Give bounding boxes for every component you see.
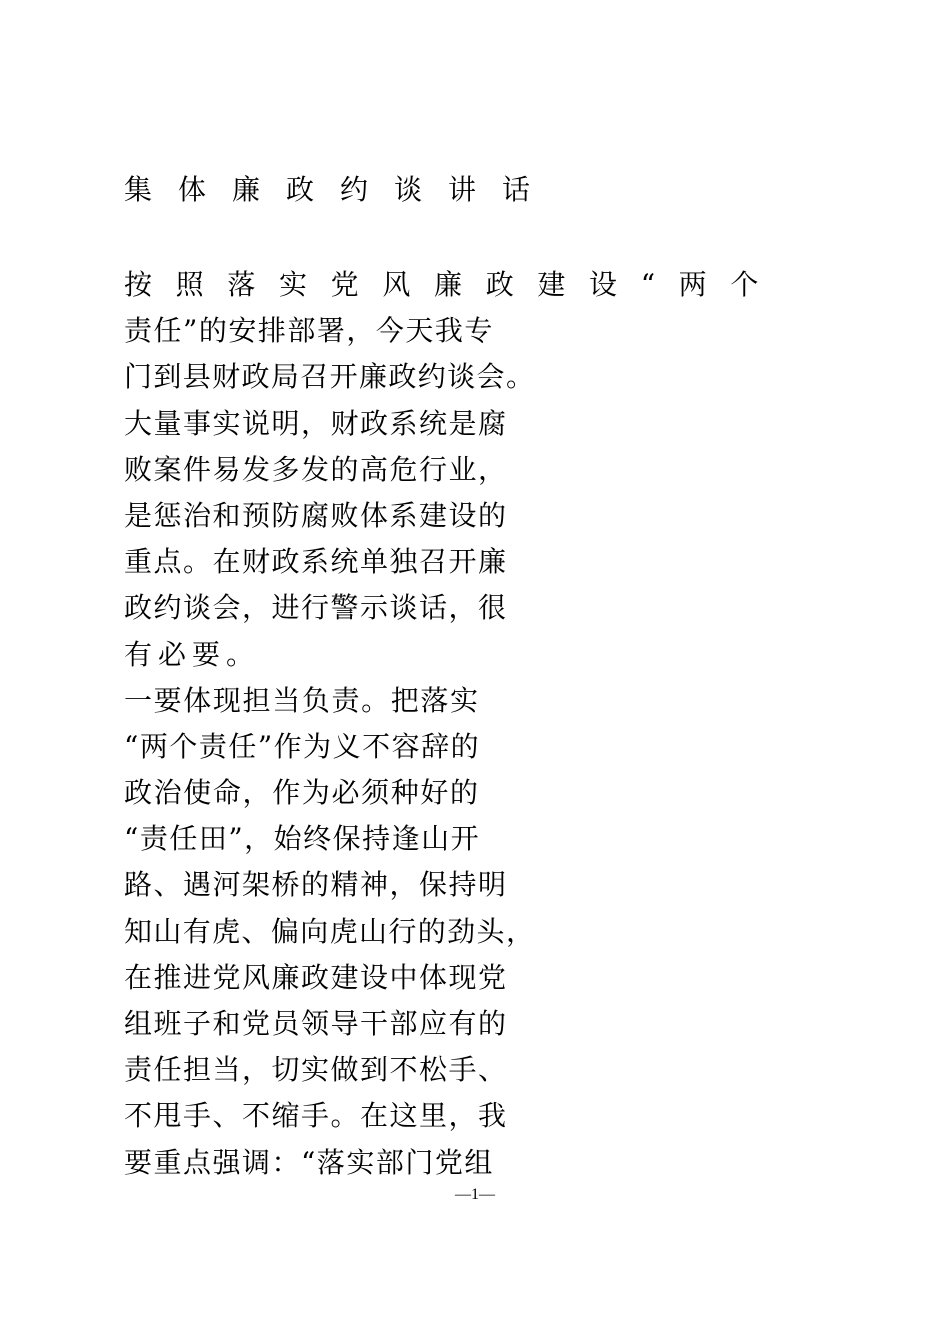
text-line: 不甩手、不缩手。在这里，我 xyxy=(124,1099,508,1133)
text-line: 组班子和党员领导干部应有的 xyxy=(124,1007,508,1040)
text-line: 大量事实说明，财政系统是腐 xyxy=(124,406,508,440)
text-line: 是惩治和预防腐败体系建设的 xyxy=(124,498,508,532)
text-line: “两个责任”作为义不容辞的 xyxy=(124,729,481,763)
text-line: 门到县财政局召开廉政约谈会。 xyxy=(124,360,536,394)
text-line: 知山有虎、偏向虎山行的劲头， xyxy=(124,914,536,948)
page-number: —1— xyxy=(455,1186,495,1203)
text-line: 有必要。 xyxy=(124,637,261,671)
document-title: 集体廉政约谈讲话 xyxy=(124,173,557,206)
text-line: 一要体现担当负责。把落实 xyxy=(124,683,480,717)
text-line: “责任田”，始终保持逢山开 xyxy=(124,822,481,856)
text-line: 按照落实党风廉政建设“两个 xyxy=(124,268,783,301)
text-line: 责任担当，切实做到不松手、 xyxy=(124,1053,508,1087)
text-line: 要重点强调：“落实部门党组 xyxy=(124,1145,494,1179)
text-line: 责任”的安排部署，今天我专 xyxy=(124,314,494,348)
text-line: 在推进党风廉政建设中体现党 xyxy=(124,960,508,994)
text-line: 政约谈会，进行警示谈话，很 xyxy=(124,591,508,625)
text-line: 路、遇河架桥的精神，保持明 xyxy=(124,868,508,902)
text-line: 败案件易发多发的高危行业， xyxy=(124,452,508,486)
text-line: 政治使命，作为必须种好的 xyxy=(124,776,480,810)
text-line: 重点。在财政系统单独召开廉 xyxy=(124,545,508,579)
document-body xyxy=(124,262,782,1186)
